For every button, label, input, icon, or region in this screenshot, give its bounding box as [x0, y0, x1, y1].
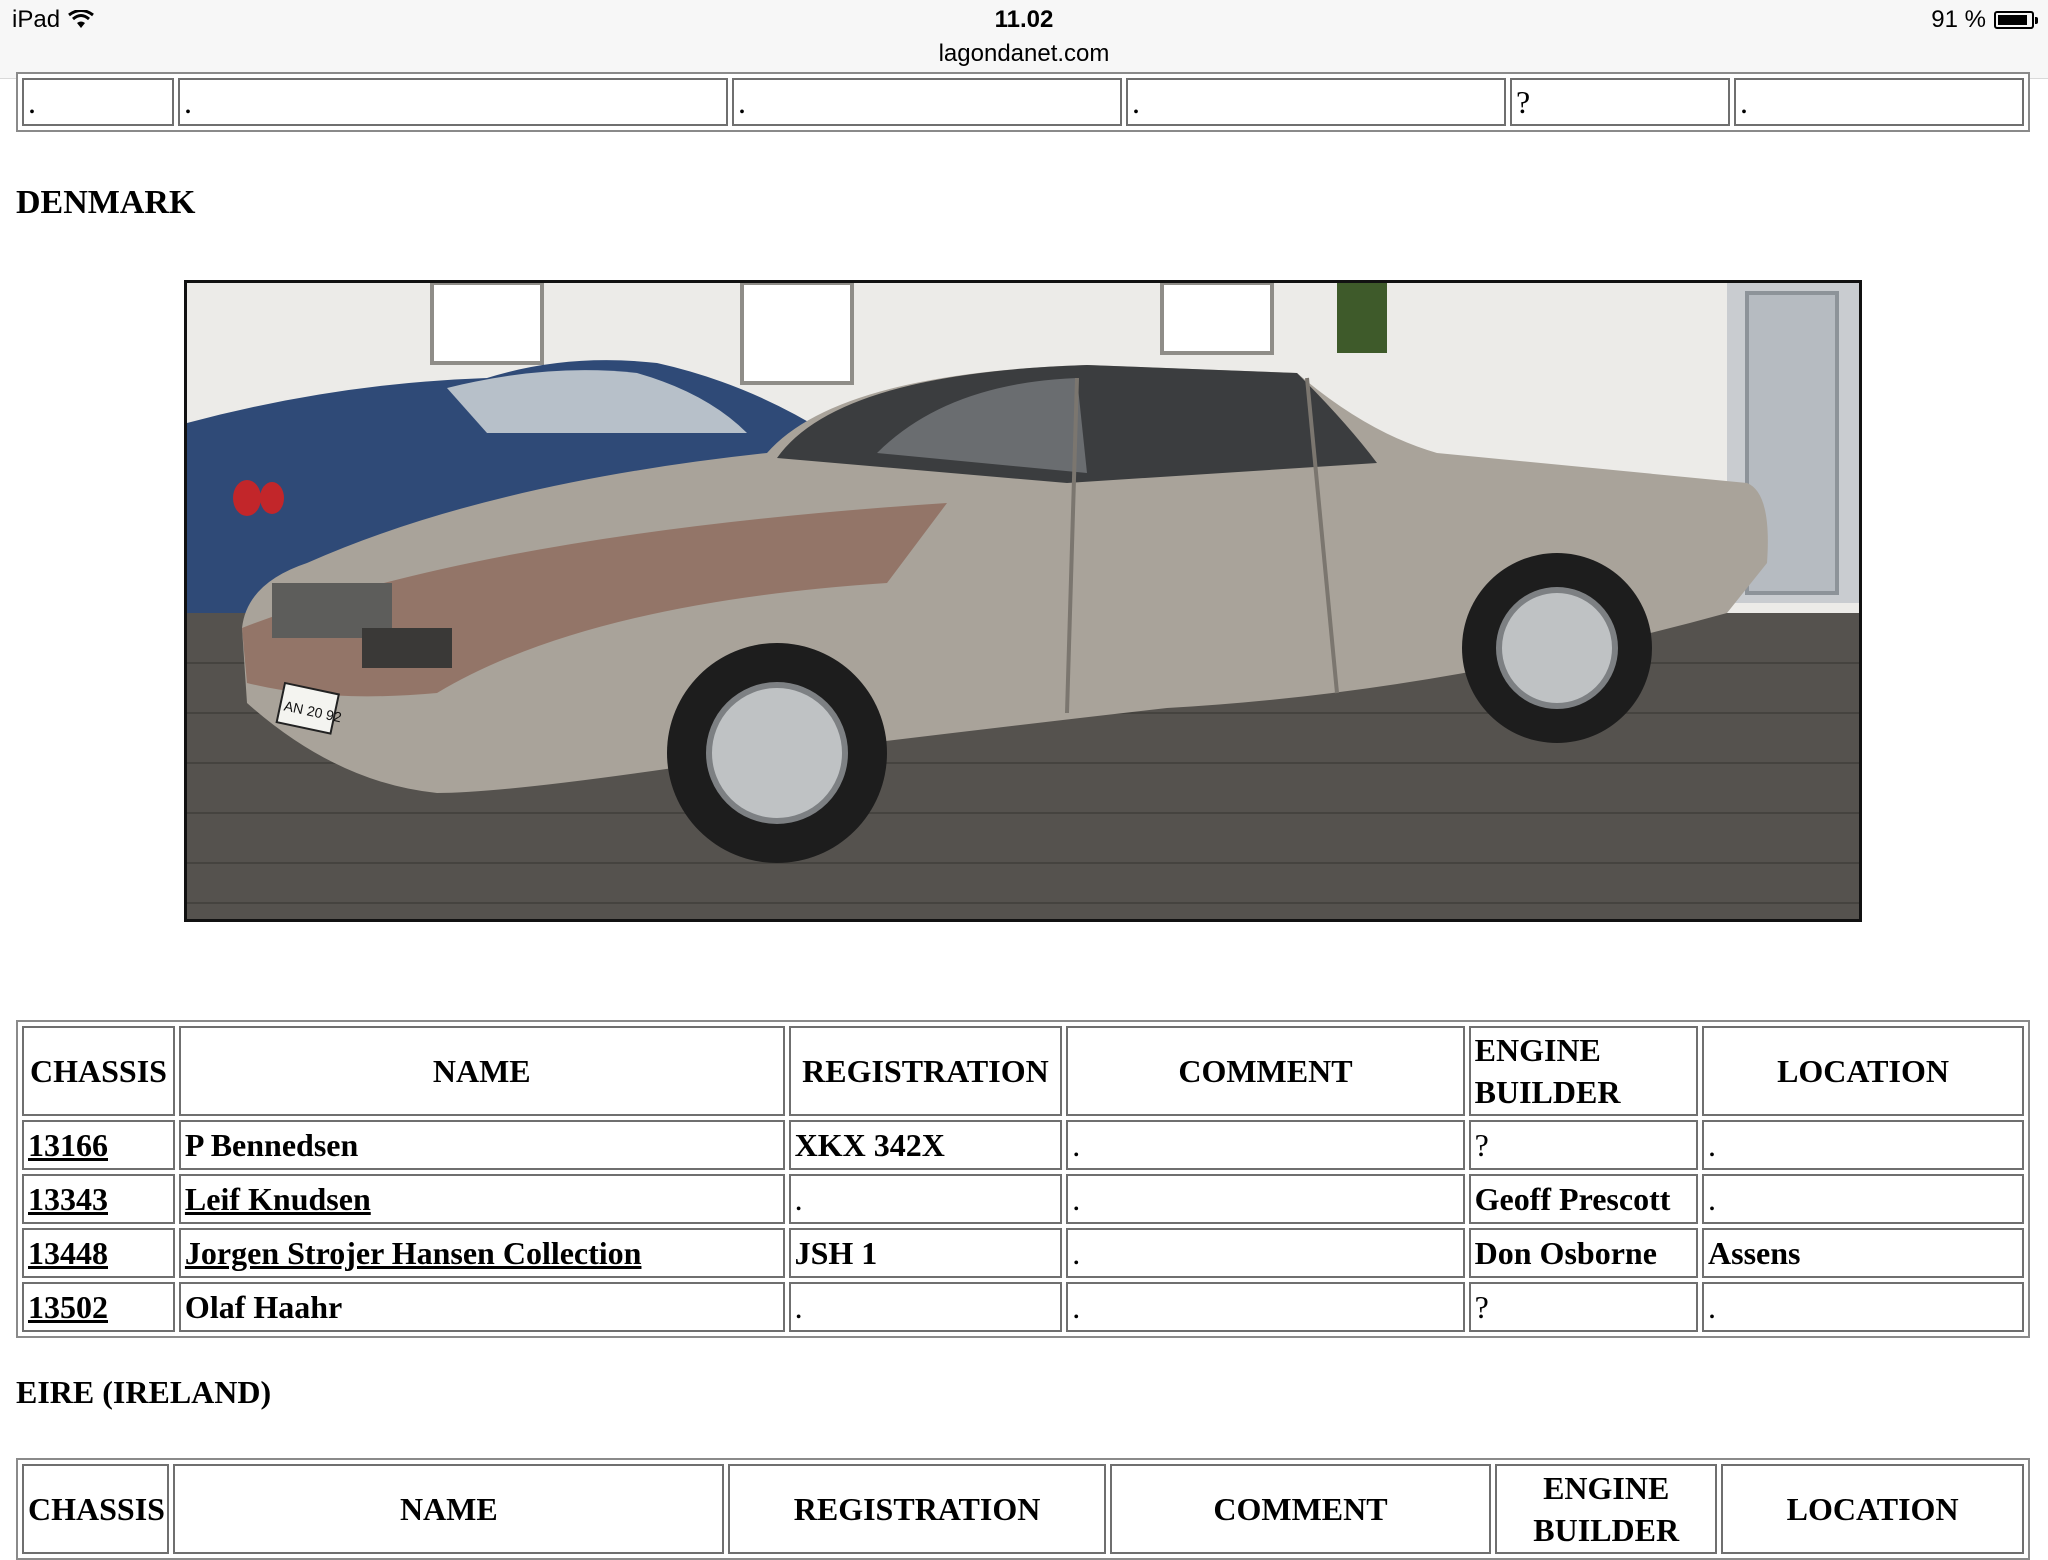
section-title-eire: EIRE (IRELAND): [16, 1374, 272, 1410]
table-row: [22, 78, 2024, 126]
owner-link[interactable]: Leif Knudsen: [184, 1180, 371, 1217]
section-title-denmark: DENMARK: [16, 184, 196, 221]
cell-comment: .: [1066, 1228, 1464, 1278]
header-location: LOCATION: [1702, 1026, 2024, 1116]
cell-engine-builder: ?: [1469, 1120, 1698, 1170]
table-row: [22, 1174, 2024, 1224]
table-row: [22, 1282, 2024, 1332]
chassis-link[interactable]: 13448: [28, 1234, 108, 1271]
chassis-link[interactable]: 13166: [28, 1126, 108, 1163]
cell-location: Assens: [1702, 1228, 2024, 1278]
table-header-row: [22, 1026, 2024, 1116]
eire-table: [16, 1458, 2030, 1560]
cell-location: .: [1702, 1120, 2024, 1170]
header-name: NAME: [173, 1464, 724, 1554]
cell-location: .: [1702, 1282, 2024, 1332]
table-header-row: [22, 1464, 2024, 1554]
previous-country-table: [16, 72, 2030, 132]
header-comment: COMMENT: [1110, 1464, 1491, 1554]
cell-registration: XKX 342X: [789, 1120, 1063, 1170]
header-location: LOCATION: [1721, 1464, 2024, 1554]
header-registration: REGISTRATION: [789, 1026, 1063, 1116]
cell-chassis: .: [22, 78, 174, 126]
device-label: iPad: [12, 6, 61, 33]
cell-registration: .: [789, 1174, 1063, 1224]
address-url[interactable]: lagondanet.com: [938, 40, 1110, 67]
cell-name: .: [178, 78, 728, 126]
cell-location: .: [1734, 78, 2024, 126]
cell-location: .: [1702, 1174, 2024, 1224]
cell-comment: .: [1126, 78, 1506, 126]
car-photo-illustration: [187, 283, 1859, 919]
status-time: 11.02: [994, 6, 1054, 33]
cell-registration: .: [732, 78, 1122, 126]
header-chassis: CHASSIS: [22, 1464, 169, 1554]
header-comment: COMMENT: [1066, 1026, 1464, 1116]
cell-engine-builder: Don Osborne: [1469, 1228, 1698, 1278]
owner-link[interactable]: Jorgen Strojer Hansen Collection: [184, 1234, 642, 1271]
header-engine-builder: ENGINE BUILDER: [1495, 1464, 1717, 1554]
header-name: NAME: [179, 1026, 785, 1116]
cell-chassis: [22, 1282, 175, 1332]
table-row: [22, 1228, 2024, 1278]
cell-name: [179, 1174, 785, 1224]
cell-registration: .: [789, 1282, 1063, 1332]
chassis-link[interactable]: 13343: [28, 1180, 108, 1217]
battery-fill: [1998, 15, 2027, 25]
cell-name: [179, 1228, 785, 1278]
header-engine-builder: ENGINE BUILDER: [1469, 1026, 1698, 1116]
header-chassis: CHASSIS: [22, 1026, 175, 1116]
cell-chassis: [22, 1120, 175, 1170]
cell-chassis: [22, 1174, 175, 1224]
cell-comment: .: [1066, 1174, 1464, 1224]
battery-icon: [1994, 11, 2034, 29]
status-right: [1931, 6, 2034, 34]
denmark-table: [16, 1020, 2030, 1338]
cell-comment: .: [1066, 1282, 1464, 1332]
status-bar: [0, 0, 2048, 79]
cell-engine-builder: Geoff Prescott: [1469, 1174, 1698, 1224]
cell-registration: JSH 1: [789, 1228, 1063, 1278]
cell-name: P Bennedsen: [179, 1120, 785, 1170]
cell-engine-builder: ?: [1469, 1282, 1698, 1332]
cell-engine-builder: ?: [1510, 78, 1730, 126]
cell-chassis: [22, 1228, 175, 1278]
header-registration: REGISTRATION: [728, 1464, 1105, 1554]
chassis-link[interactable]: 13502: [28, 1288, 108, 1325]
table-row: [22, 1120, 2024, 1170]
cell-name: Olaf Haahr: [179, 1282, 785, 1332]
car-photo: [184, 280, 1862, 922]
battery-percent: 91 %: [1931, 6, 1986, 33]
license-plate-text: AN 20 92: [282, 697, 344, 726]
cell-comment: .: [1066, 1120, 1464, 1170]
